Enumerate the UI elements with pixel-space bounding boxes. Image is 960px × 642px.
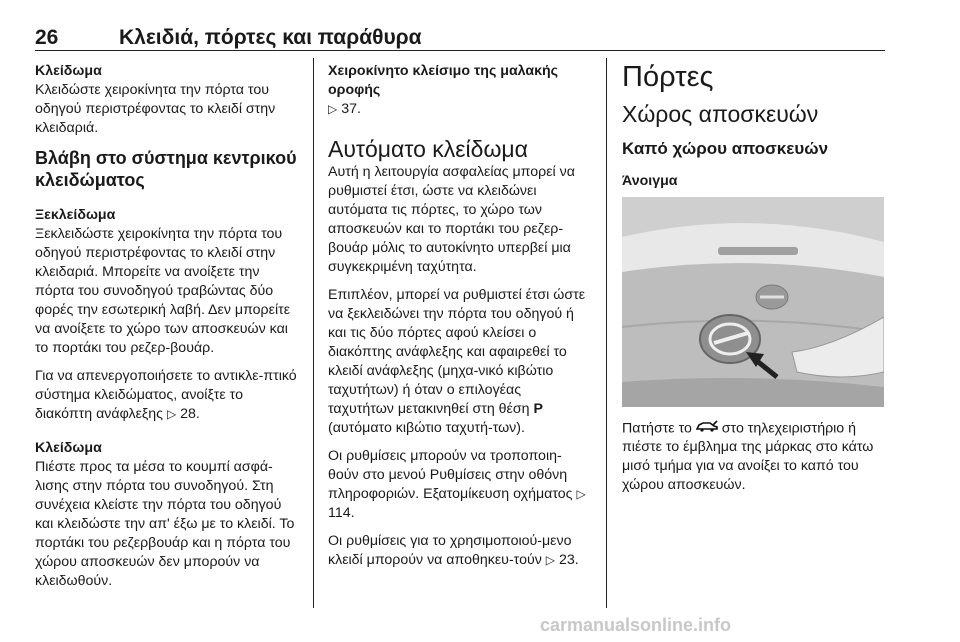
doors-heading: Πόρτες: [622, 61, 714, 93]
press-text-start: Πατήστε το: [622, 420, 692, 437]
roof-heading: Χειροκίνητο κλείσιμο της μαλακής οροφής: [328, 63, 559, 98]
page-ref[interactable]: 37.: [341, 101, 361, 117]
watermark: carmanualsonline.info: [540, 615, 732, 635]
auto-p1: Αυτή η λειτουργία ασφαλείας μπορεί να ρυθμιστεί έτσι, ώστε να κλειδώνει αυτόματα τις πόρτες, το χώρο των αποσκευών και το πορτάκι του ρεζερ-βουάρ μόλις το αυτοκίνητο υπερβεί μια συγκεκριμένη ταχύτητα.: [328, 164, 575, 275]
ref-arrow-icon: ▷: [166, 407, 177, 421]
roof-ref-line: [328, 100, 590, 119]
press-text-end: στο τηλεχειριστήριο ή πιέστε το έμβλημα της μάρκας στο κάτω μισό τμήμα για να ανοίξει το καπό του χώρου αποσκευών.: [622, 420, 874, 494]
lock-heading: Κλείδωμα: [35, 63, 102, 79]
page-ref[interactable]: 23.: [558, 552, 579, 568]
unlock-heading: Ξεκλείδωμα: [35, 207, 116, 223]
trunk-heading: Χώρος αποσκευών: [622, 101, 819, 127]
column-divider: [313, 58, 314, 608]
chapter-title: Κλειδιά, πόρτες και παράθυρα: [119, 26, 422, 49]
press-text: [622, 419, 884, 495]
trunk-lid-heading: Καπό χώρου αποσκευών: [622, 139, 829, 158]
car-open-trunk-icon: [696, 419, 718, 438]
lock2-heading: Κλείδωμα: [35, 440, 102, 456]
ref-arrow-icon: ▷: [328, 102, 338, 116]
page-ref[interactable]: 114.: [328, 505, 355, 521]
auto-lock-heading: Αυτόματο κλείδωμα: [328, 136, 528, 162]
column-2: [328, 62, 590, 570]
lock-text: Κλειδώστε χειροκίνητα την πόρτα του οδηγού περιστρέφοντας το κλειδί στην κλειδαριά.: [35, 82, 276, 136]
page-number: 26: [35, 26, 59, 49]
lock2-text: Πιέστε προς τα μέσα το κουμπί ασφά-λισης στην πόρτα του συνοδηγού. Στη συνέχεια κλείστε την πόρτα του οδηγού και κλειδώστε την απ' έξω με το κλειδί. Το πορτάκι του ρεζερβουάρ και η πόρτα του χώρου αποσκευών δεν μπορούν να κλειδωθούν.: [35, 459, 295, 589]
auto-p2-tail: (αυτόματο κιβώτιο ταχυτή-των).: [328, 420, 525, 436]
auto-p4: [328, 532, 590, 570]
page-ref[interactable]: 28.: [180, 406, 200, 422]
opening-heading: Άνοιγμα: [622, 173, 678, 189]
auto-p2-body: Επιπλέον, μπορεί να ρυθμιστεί έτσι ώστε να ξεκλειδώνει την πόρτα του οδηγού ή και τις δύο πόρτες αφού κλείσει ο διακόπτης ανάφλεξης και αφαιρεθεί το κλειδί ανάφλεξης (μηχα-νικό κιβώτιο ταχυτήτων) ή όταν ο επιλογέας ταχυτήτων μετακινηθεί στη θέση: [328, 287, 586, 417]
ref-arrow-icon: ▷: [545, 553, 555, 567]
auto-p3-body: Οι ρυθμίσεις μπορούν να τροποποιη-θούν στο μενού Ρυθμίσεις στην οθόνη πληροφοριών. Εξατομίκευση οχήματος: [328, 448, 573, 502]
fault-heading: Βλάβη στο σύστημα κεντρικού κλειδώματος: [35, 148, 297, 190]
trunk-illustration: [622, 197, 884, 407]
auto-p2: [328, 286, 590, 438]
trunk-illustration-drawing: [622, 197, 884, 407]
page-header: [35, 28, 885, 51]
unlock-text: Ξεκλειδώστε χειροκίνητα την πόρτα του οδηγού περιστρέφοντας το κλειδί στην κλειδαριά. Μπορείτε να ανοίξετε την πόρτα του συνοδηγού τραβώντας δύο φορές την εσωτερική λαβή. Δεν μπορείτε να ανοίξετε το χώρο των αποσκευών και το πορτάκι του ρεζερ-βουάρ.: [35, 226, 291, 356]
deactivate-text-body: Για να απενεργοποιήσετε το αντικλε-πτικό σύστημα κλειδώματος, ανοίξτε το διακόπτη ανάφλεξης: [35, 368, 297, 422]
gear-p-label: P: [533, 401, 543, 417]
ref-arrow-icon: ▷: [576, 487, 586, 501]
auto-p3: [328, 447, 590, 523]
column-1: [35, 62, 297, 591]
column-divider: [606, 58, 607, 608]
column-3: [622, 62, 884, 495]
auto-p4-body: Οι ρυθμίσεις για το χρησιμοποιού-μενο κλειδί μπορούν να αποθηκευ-τούν: [328, 533, 572, 568]
deactivate-text: [35, 367, 297, 424]
